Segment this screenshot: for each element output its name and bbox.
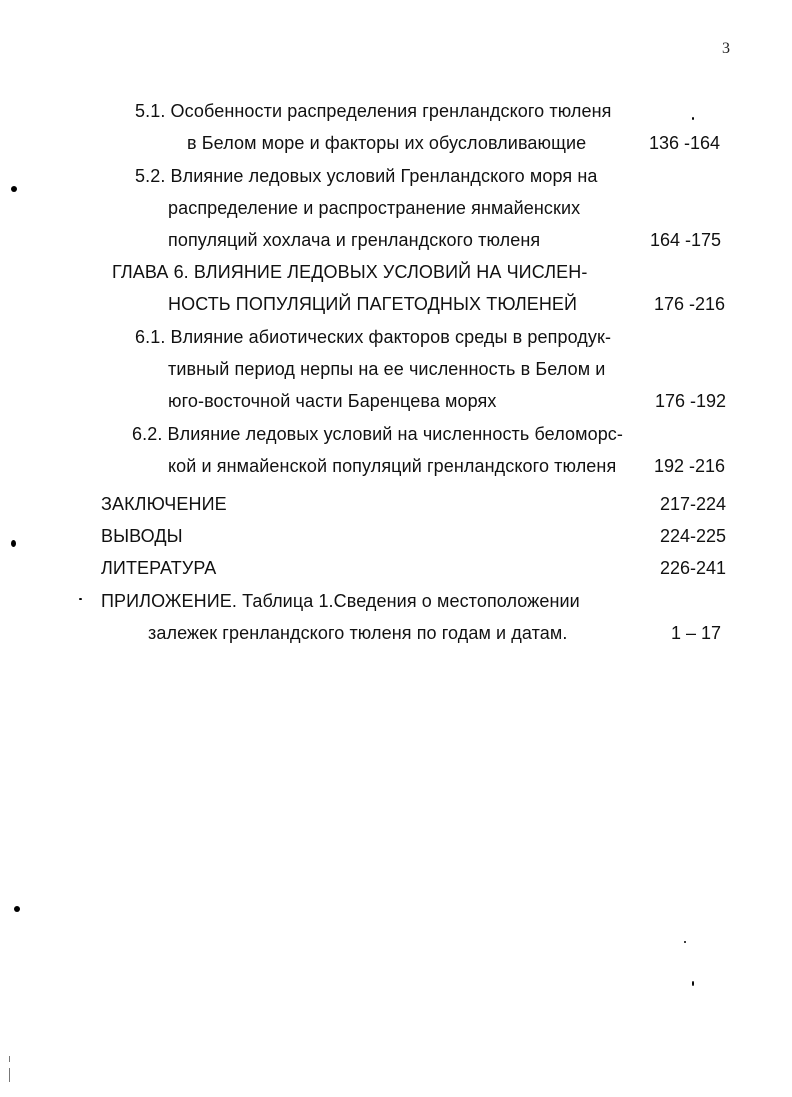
- toc-entry-6-2-line-1: 6.2. Влияние ледовых условий на численность беломорс-: [132, 424, 624, 444]
- toc-entry-5-1-line-1: 5.1. Особенности распределения гренландского тюленя: [135, 101, 612, 121]
- scan-speck: [79, 598, 82, 600]
- toc-literature-pages: 226-241: [660, 558, 727, 578]
- toc-literature-label: ЛИТЕРАТУРА: [101, 558, 217, 578]
- toc-entry-5-1-pages: 136 -164: [649, 133, 721, 153]
- scan-speck: [14, 906, 20, 912]
- toc-conclusion-pages: 217-224: [660, 494, 727, 514]
- page-number: 3: [722, 40, 730, 57]
- toc-entry-5-2-line-2: распределение и распространение янмайенских: [168, 198, 581, 218]
- scan-edge-mark: [9, 1068, 10, 1082]
- toc-conclusion-label: ЗАКЛЮЧЕНИЕ: [101, 494, 227, 514]
- toc-entry-5-2-line-1: 5.2. Влияние ледовых условий Гренландского моря на: [135, 166, 598, 186]
- toc-entry-6-1-line-1: 6.1. Влияние абиотических факторов среды в репродук-: [135, 327, 612, 347]
- toc-entry-5-1-line-2: в Белом море и факторы их обусловливающие: [187, 133, 587, 153]
- toc-findings-label: ВЫВОДЫ: [101, 526, 183, 546]
- toc-entry-6-2-pages: 192 -216: [654, 456, 726, 476]
- toc-appendix-line-2: залежек гренландского тюленя по годам и датам.: [148, 623, 568, 643]
- toc-entry-5-2-line-3: популяций хохлача и гренландского тюленя: [168, 230, 541, 250]
- toc-entry-6-1-line-3: юго-восточной части Баренцева морях: [168, 391, 497, 411]
- scan-edge-mark: [9, 1056, 10, 1062]
- toc-entry-6-2-line-2: кой и янмайенской популяций гренландского тюленя: [168, 456, 617, 476]
- toc-appendix-pages: 1 – 17: [671, 623, 722, 643]
- toc-entry-5-2-pages: 164 -175: [650, 230, 722, 250]
- toc-chapter-6-line-2: НОСТЬ ПОПУЛЯЦИЙ ПАГЕТОДНЫХ ТЮЛЕНЕЙ: [168, 294, 578, 314]
- toc-entry-6-1-line-2: тивный период нерпы на ее численность в Белом и: [168, 359, 606, 379]
- toc-entry-6-1-pages: 176 -192: [655, 391, 727, 411]
- scan-speck: [11, 540, 16, 547]
- scan-speck: [11, 186, 17, 192]
- toc-chapter-6-line-1: ГЛАВА 6. ВЛИЯНИЕ ЛЕДОВЫХ УСЛОВИЙ НА ЧИСЛЕН-: [112, 262, 588, 282]
- toc-appendix-line-1: ПРИЛОЖЕНИЕ. Таблица 1.Сведения о местоположении: [101, 591, 580, 611]
- scan-speck: [684, 941, 686, 943]
- scan-speck: [692, 981, 694, 986]
- scan-speck: [692, 117, 694, 120]
- toc-findings-pages: 224-225: [660, 526, 727, 546]
- toc-chapter-6-pages: 176 -216: [654, 294, 726, 314]
